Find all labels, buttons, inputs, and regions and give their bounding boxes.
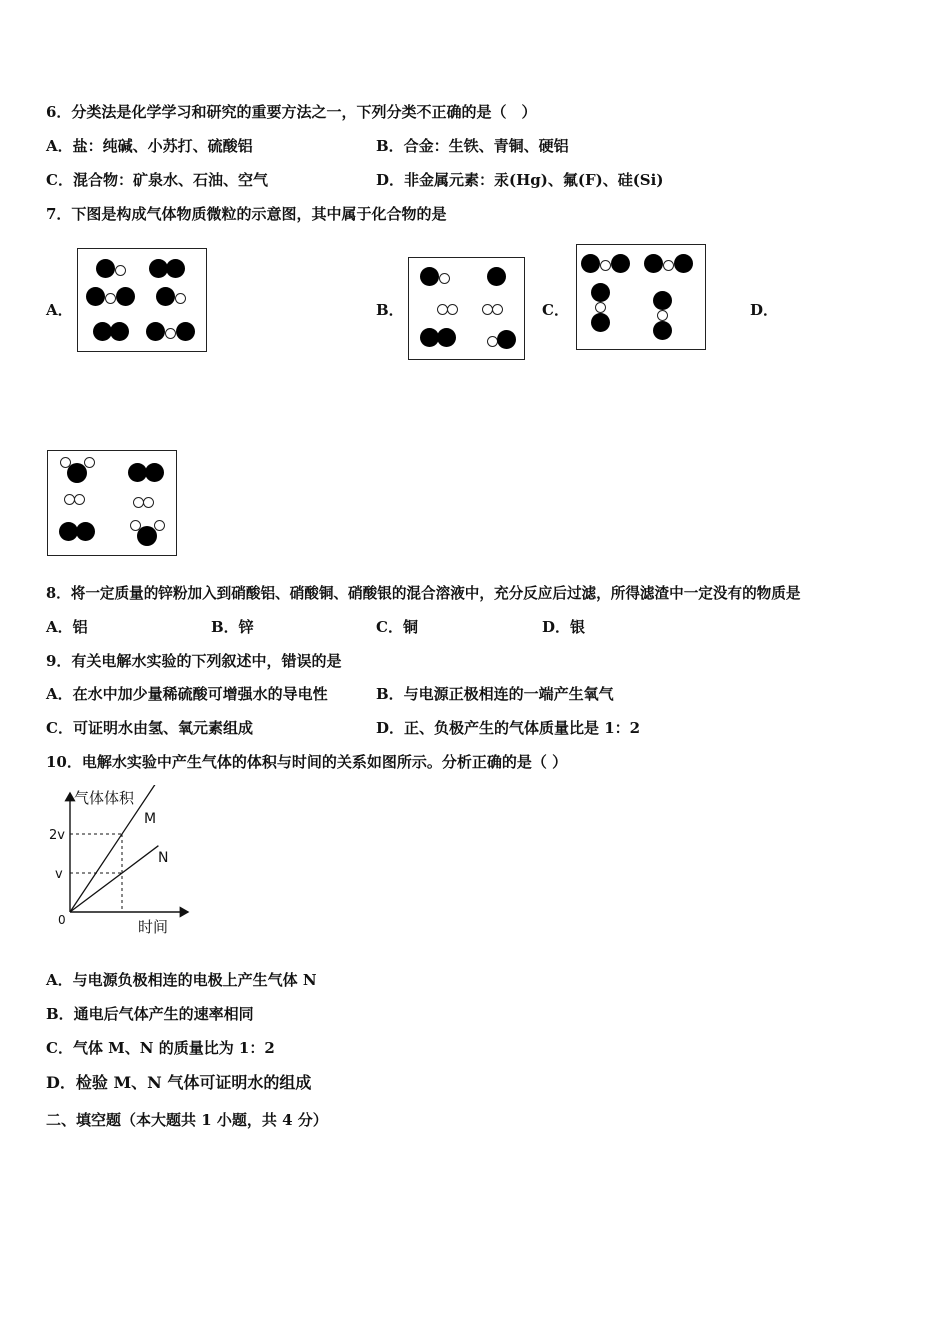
q10-option-a: A．与电源负极相连的电极上产生气体 N [46, 971, 317, 989]
q10-option-c: C．气体 M、N 的质量比为 1：2 [46, 1039, 275, 1057]
q7-label-c: C． [542, 301, 569, 319]
q10-stem: 10．电解水实验中产生气体的体积与时间的关系如图所示。分析正确的是（ ） [46, 753, 568, 771]
q6-option-d: D．非金属元素：汞(Hg)、氟(F)、硅(Si) [376, 171, 664, 189]
q7-diagram-d [47, 450, 177, 556]
series-line-n [70, 846, 158, 912]
tick-2v: 2v [49, 828, 65, 843]
volume-time-chart [40, 785, 200, 945]
q6-option-b: B．合金：生铁、青铜、硬铝 [376, 137, 569, 155]
y-axis-label: 气体体积 [74, 789, 135, 807]
series-label-n: N [158, 850, 169, 866]
q6-option-c: C．混合物：矿泉水、石油、空气 [46, 171, 268, 189]
q7-label-b: B． [376, 301, 404, 319]
q9-option-d: D．正、负极产生的气体质量比是 1：2 [376, 719, 641, 737]
q9-stem: 9．有关电解水实验的下列叙述中，错误的是 [46, 652, 342, 670]
q8-option-b: B．锌 [211, 618, 254, 636]
q9-option-a: A．在水中加少量稀硫酸可增强水的导电性 [46, 685, 328, 703]
q7-stem: 7．下图是构成气体物质微粒的示意图，其中属于化合物的是 [46, 205, 447, 223]
section-2-heading: 二、填空题（本大题共 1 小题，共 4 分） [46, 1111, 328, 1129]
q6-stem: 6．分类法是化学学习和研究的重要方法之一，下列分类不正确的是（ ） [46, 103, 537, 121]
q8-option-c: C．铜 [376, 618, 418, 636]
q7-label-d: D． [750, 301, 779, 319]
x-axis-label: 时间 [138, 918, 169, 936]
q7-diagram-b [408, 257, 525, 360]
q7-label-a: A． [46, 301, 73, 319]
q8-option-a: A．铝 [46, 618, 88, 636]
q8-option-d: D．银 [542, 618, 586, 636]
q9-option-c: C．可证明水由氢、氧元素组成 [46, 719, 253, 737]
q10-option-d: D．检验 M、N 气体可证明水的组成 [46, 1073, 312, 1092]
series-label-m: M [144, 811, 157, 827]
q7-diagram-c [576, 244, 706, 350]
q6-option-a: A．盐：纯碱、小苏打、硫酸铝 [46, 137, 253, 155]
q9-option-b: B．与电源正极相连的一端产生氧气 [376, 685, 614, 703]
q7-diagram-a [77, 248, 207, 352]
tick-v: v [55, 867, 63, 882]
q8-stem: 8．将一定质量的锌粉加入到硝酸铝、硝酸铜、硝酸银的混合溶液中，充分反应后过滤，所得滤渣中一定没有的物质是 [46, 585, 801, 602]
origin-label: 0 [58, 913, 66, 927]
q10-option-b: B．通电后气体产生的速率相同 [46, 1005, 254, 1023]
